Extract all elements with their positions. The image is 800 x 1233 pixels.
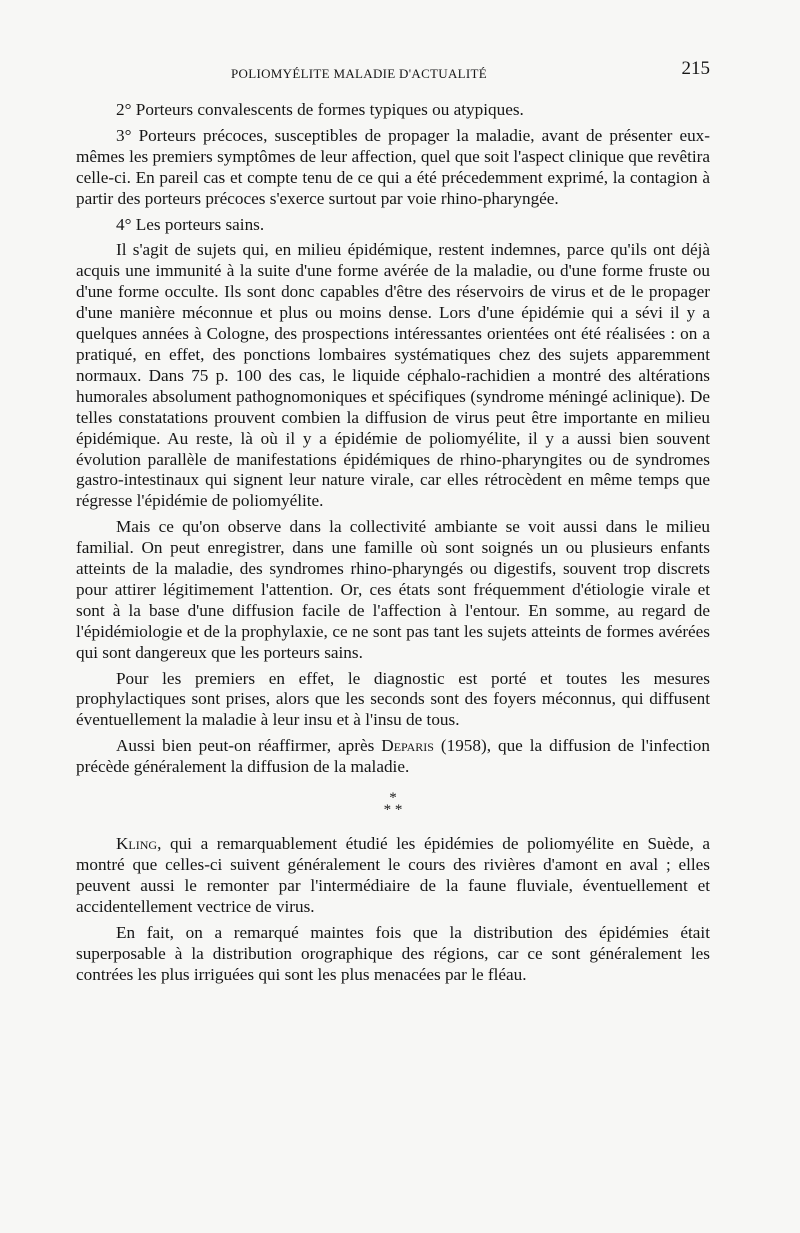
paragraph-carriers-healthy: 4° Les porteurs sains. — [116, 214, 265, 234]
paragraph-orography: En fait, on a remarqué maintes fois que la distribution des épidémies était superposable à la distribution orographique des régions, car ce sont généralement les contrées les plus irriguées qui sont les plus menacées par le fléau. — [76, 922, 710, 984]
paragraph-deparis-text-a: Aussi bien peut-on réaffirmer, après — [116, 736, 382, 756]
paragraph-family-setting: Mais ce qu'on observe dans la collectivité ambiante se voit aussi dans le milieu familial. On peut enregistrer, dans une famille où sont soignés un ou plusieurs enfants atteints de la maladie, des syndromes rhino-pharyngés ou digestifs, souvent trop discrets pour attirer légitimement l'attention. Or, ces états sont fréquemment d'étiologie virale et sont à la base d'une diffusion facile de l'affection à l'entour. En somme, au regard de l'épidémiologie et de la prophylaxie, ce ne sont pas tant les sujets atteints de formes avérées qui sont dangereux que les porteurs sains. — [76, 517, 710, 662]
author-name-kling: Kling — [116, 834, 158, 854]
separator-stars-bottom: * * — [383, 802, 403, 819]
paragraph-carriers-early: 3° Porteurs précoces, susceptibles de propager la maladie, avant de présenter eux-mêmes les premiers symptômes de leur affection, quel que soit l'aspect clinique que revêtira celle-ci. En pareil cas et compte tenu de ce qui a été précedemment exprimé, la contagion à partir des porteurs précoces s'exerce surtout par voie rhino-pharyngée. — [76, 125, 710, 208]
book-page — [76, 58, 710, 990]
separator-star-top: * — [389, 790, 397, 807]
paragraph-kling — [76, 834, 710, 918]
paragraph-kling-text: , qui a remarquablement étudié les épidémies de poliomyélite en Suède, a montré que celles-ci suivent généralement le cours des rivières d'amont en aval ; elles peuvent aussi le remonter par l'intermédiaire de la faune fluviale, éventuellement et accidentellement vectrice de virus. — [76, 834, 710, 916]
running-title: POLIOMYÉLITE MALADIE D'ACTUALITÉ — [231, 66, 488, 81]
paragraph-deparis-text-b: (1958), que la diffusion de l'infection précède généralement la diffusion de la maladie. — [76, 736, 710, 777]
paragraph-healthy-carriers-detail: Il s'agit de sujets qui, en milieu épidémique, restent indemnes, parce qu'ils ont déjà acquis une immunité à la suite d'une forme avérée de la maladie, ou d'une forme fruste ou d'une forme occulte. Ils sont donc capables d'être des réservoirs de virus et de le propager d'une manière méconnue et plus ou moins dense. Lors d'une épidémie qui a sévi il y a quelques années à Cologne, des prospections intéressantes orientées ont été réalisées : on a pratiqué, en effet, des ponctions lombaires systématiques chez des sujets apparemment normaux. Dans 75 p. 100 des cas, le liquide céphalo-rachidien a montré des altérations humorales absolument pathognomoniques et spécifiques (syndrome méningé aclinique). De telles constatations prouvent combien la diffusion de virus peut être importante en milieu épidémique. Au reste, là où il y a épidémie de poliomyélite, il y a aussi bien souvent évolution parallèle de manifestations épidémiques de rhino-pharyngites ou de syndromes gastro-intestinaux qui signent leur nature virale, car elles rétrocèdent en même temps que régresse l'épidémie de poliomyélite. — [76, 240, 710, 511]
page-body — [76, 100, 710, 985]
author-name-deparis: Deparis — [381, 736, 434, 756]
paragraph-carriers-convalescent: 2° Porteurs convalescents de formes typiques ou atypiques. — [116, 100, 524, 119]
paragraph-deparis — [76, 736, 710, 778]
section-separator — [76, 790, 710, 819]
paragraph-diagnosis: Pour les premiers en effet, le diagnostic est porté et toutes les mesures prophylactiques sont prises, alors que les seconds sont des foyers méconnus, qui diffusent éventuellement la maladie à leur insu et à l'insu de tous. — [76, 668, 710, 730]
page-number: 215 — [681, 58, 710, 79]
page-header — [76, 58, 710, 88]
